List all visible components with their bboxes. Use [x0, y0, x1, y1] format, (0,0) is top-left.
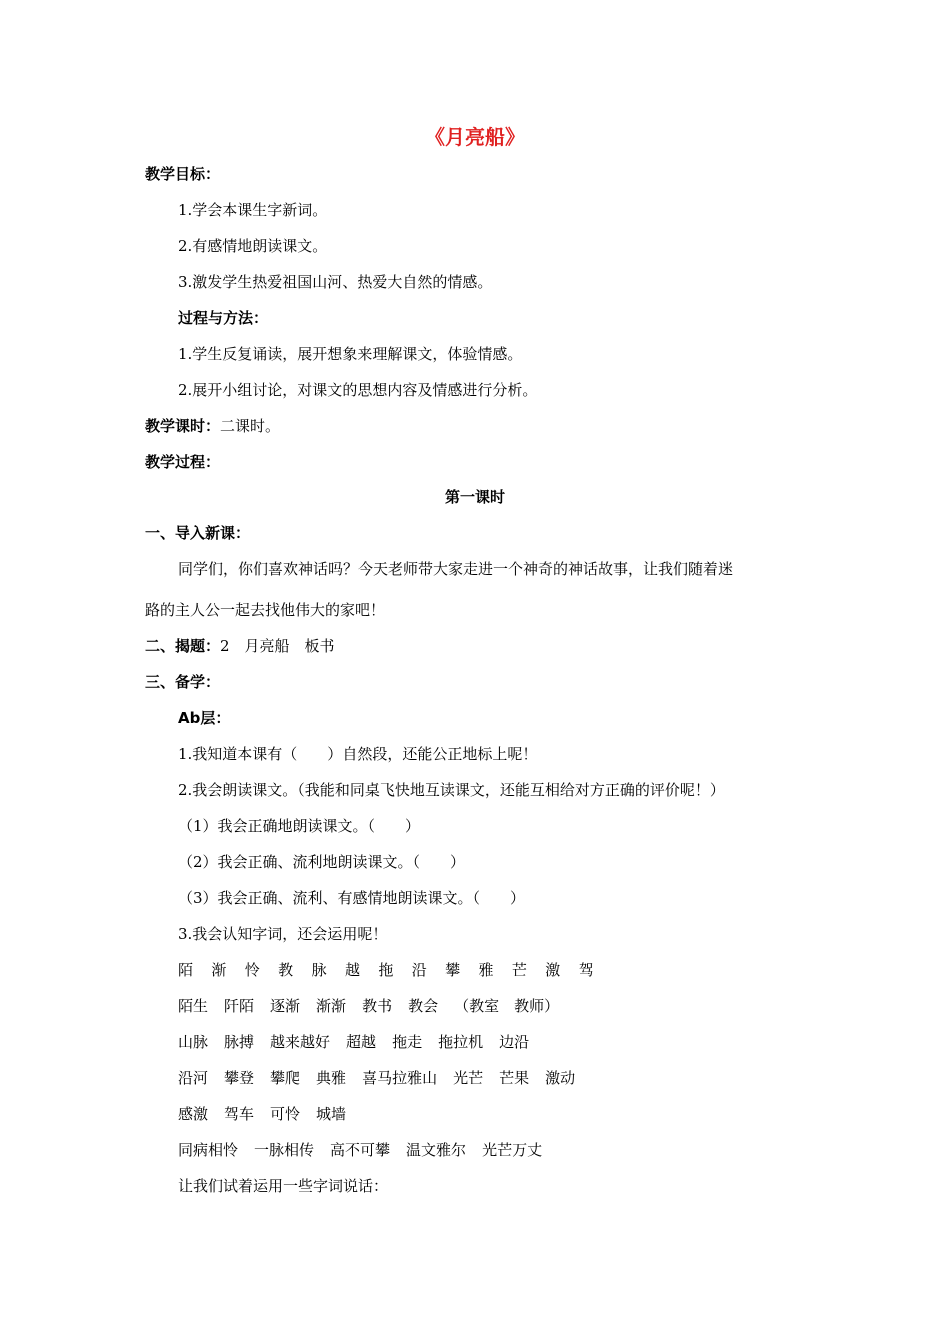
- word: 同病相怜: [178, 1141, 239, 1159]
- character: 雅: [478, 961, 494, 979]
- class-hours: [145, 416, 280, 436]
- word: 拖拉机: [438, 1033, 484, 1051]
- character-list: [178, 960, 612, 980]
- objectives-heading: 教学目标：: [145, 165, 221, 183]
- character: 沿: [411, 961, 427, 979]
- word-row-5: [178, 1140, 558, 1160]
- character: 激: [545, 961, 561, 979]
- word: 渐渐: [316, 997, 347, 1015]
- process-method-heading: 过程与方法：: [178, 309, 269, 327]
- word-row-4: [178, 1104, 362, 1124]
- level-label: Ab层：: [178, 709, 231, 727]
- prep-item-3: 3.我会认知字词，还会运用呢！: [178, 925, 388, 943]
- character: 攀: [445, 961, 461, 979]
- character: 芒: [511, 961, 527, 979]
- first-lesson-heading: 第一课时: [444, 488, 505, 506]
- word: 教书: [362, 997, 393, 1015]
- prep-subitem-1: （1）我会正确地朗读课文。（ ）: [178, 817, 421, 835]
- word: 山脉: [178, 1033, 209, 1051]
- word: 一脉相传: [254, 1141, 315, 1159]
- word: 拖走: [392, 1033, 423, 1051]
- character: 教: [278, 961, 294, 979]
- prep-subitem-3: （3）我会正确、流利、有感情地朗读课文。（ ）: [178, 889, 526, 907]
- word: 教会: [408, 997, 439, 1015]
- character: 渐: [211, 961, 227, 979]
- objective-item-1: 1.学会本课生字新词。: [178, 201, 328, 219]
- character: 驾: [578, 961, 594, 979]
- word-row-1: [178, 996, 575, 1016]
- word: 喜马拉雅山: [362, 1069, 438, 1087]
- character: 脉: [311, 961, 327, 979]
- word: 高不可攀: [330, 1141, 391, 1159]
- word: 沿河: [178, 1069, 209, 1087]
- word: 攀登: [224, 1069, 255, 1087]
- character: 拖: [378, 961, 394, 979]
- section2: [145, 636, 335, 656]
- word: 光芒万丈: [482, 1141, 543, 1159]
- word: 超越: [346, 1033, 377, 1051]
- prep-subitem-2: （2）我会正确、流利地朗读课文。（ ）: [178, 853, 466, 871]
- section2-heading: 二、揭题：: [145, 637, 221, 655]
- section1-heading: 一、导入新课：: [145, 524, 251, 542]
- word: 逐渐: [270, 997, 301, 1015]
- word: 攀爬: [270, 1069, 301, 1087]
- word: 边沿: [499, 1033, 530, 1051]
- teaching-process-heading: 教学过程：: [145, 453, 221, 471]
- word-row-2: [178, 1032, 545, 1052]
- section1-paragraph-line1: 同学们，你们喜欢神话吗？今天老师带大家走进一个神奇的神话故事，让我们随着迷: [178, 560, 734, 578]
- process-method-item-1: 1.学生反复诵读，展开想象来理解课文，体验情感。: [178, 345, 523, 363]
- word: 城墙: [316, 1105, 347, 1123]
- class-hours-value: 二课时。: [220, 417, 281, 435]
- word: 越来越好: [270, 1033, 331, 1051]
- word: 驾车: [224, 1105, 255, 1123]
- word: 芒果: [499, 1069, 530, 1087]
- word: 典雅: [316, 1069, 347, 1087]
- character: 怜: [244, 961, 260, 979]
- section1-paragraph-line2: 路的主人公一起去找他伟大的家吧！: [145, 601, 386, 619]
- objective-item-3: 3.激发学生热爱祖国山河、热爱大自然的情感。: [178, 273, 493, 291]
- closing-prompt: 让我们试着运用一些字词说话：: [178, 1177, 389, 1195]
- process-method-item-2: 2.展开小组讨论，对课文的思想内容及情感进行分析。: [178, 381, 538, 399]
- word: 激动: [545, 1069, 576, 1087]
- section2-value: 2 月亮船 板书: [220, 637, 335, 655]
- character: 陌: [178, 961, 194, 979]
- class-hours-label: 教学课时：: [145, 417, 221, 435]
- word: 感激: [178, 1105, 209, 1123]
- character: 越: [344, 961, 360, 979]
- prep-item-2: 2.我会朗读课文。（我能和同桌飞快地互读课文，还能互相给对方正确的评价呢！）: [178, 781, 725, 799]
- word: 脉搏: [224, 1033, 255, 1051]
- word-row-3: [178, 1068, 591, 1088]
- word: 温文雅尔: [406, 1141, 467, 1159]
- word: 阡陌: [224, 997, 255, 1015]
- prep-item-1: 1.我知道本课有（ ）自然段，还能公正地标上呢！: [178, 745, 538, 763]
- objective-item-2: 2.有感情地朗读课文。: [178, 237, 328, 255]
- word: （教室 教师）: [454, 997, 560, 1015]
- document-title: 《月亮船》: [425, 125, 525, 149]
- word: 光芒: [453, 1069, 484, 1087]
- word: 陌生: [178, 997, 209, 1015]
- word: 可怜: [270, 1105, 301, 1123]
- section3-heading: 三、备学：: [145, 673, 221, 691]
